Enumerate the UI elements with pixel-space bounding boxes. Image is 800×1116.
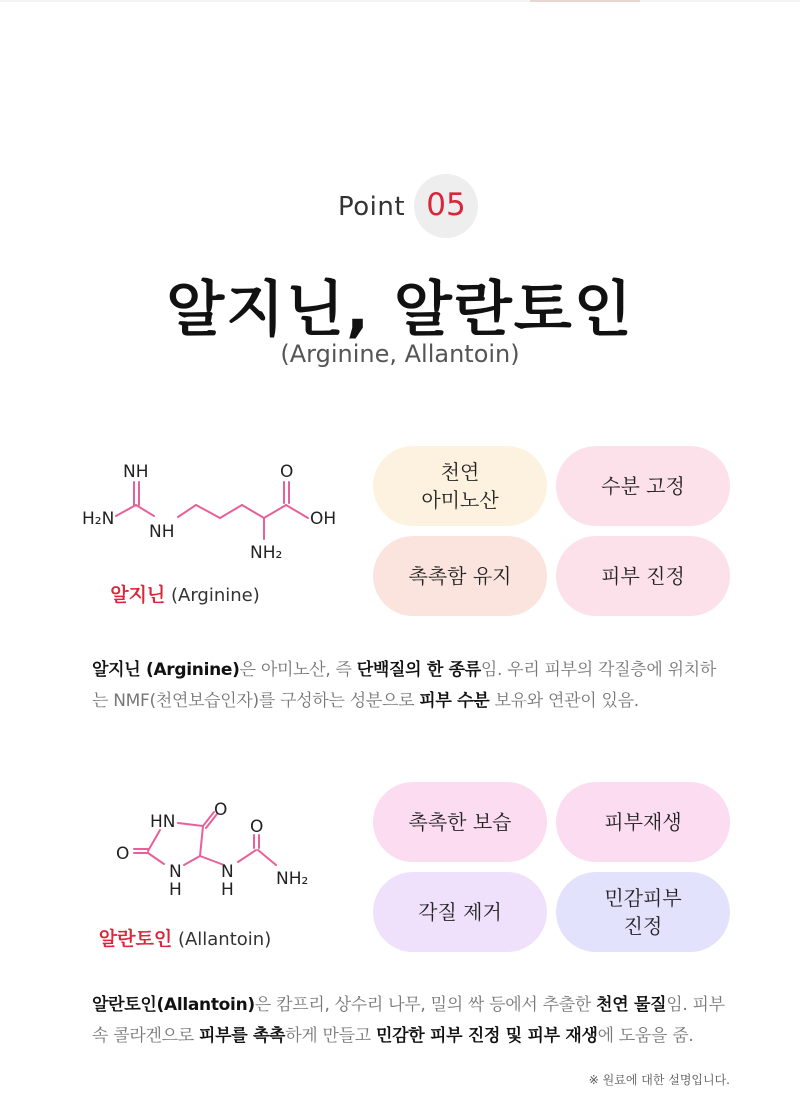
allantoin-desc-text-4: 에 도움을 줌. bbox=[597, 1026, 694, 1046]
allantoin-atom-o-top: O bbox=[214, 800, 228, 820]
allantoin-description bbox=[92, 990, 732, 1052]
top-divider bbox=[0, 0, 800, 2]
allantoin-atom-n-link: N bbox=[221, 862, 234, 882]
arginine-desc-text-2: 임. 우리 피부의 각질층에 위치하는 NMF(천연보습인자)를 구성하는 성분으로 bbox=[92, 660, 716, 711]
allantoin-atom-h-link: H bbox=[221, 880, 234, 900]
top-divider-accent bbox=[530, 0, 640, 2]
point-number: 05 bbox=[426, 187, 466, 223]
allantoin-caption bbox=[0, 924, 370, 951]
arginine-atom-nh2: NH₂ bbox=[250, 543, 283, 563]
ingredient-note: ※ 원료에 대한 설명입니다. bbox=[588, 1073, 730, 1087]
arginine-desc-highlight-2: 피부 수분 bbox=[419, 691, 490, 711]
arginine-benefit-soothing: 피부 진정 bbox=[556, 536, 730, 616]
arginine-atom-oh: OH bbox=[310, 509, 337, 529]
allantoin-desc-highlight-1: 천연 물질 bbox=[596, 995, 667, 1015]
allantoin-desc-term: 알란토인(Allantoin) bbox=[92, 995, 255, 1015]
arginine-caption-ko: 알지닌 bbox=[110, 584, 166, 606]
page-subtitle: (Arginine, Allantoin) bbox=[280, 340, 520, 368]
arginine-desc-highlight-1: 단백질의 한 종류 bbox=[356, 660, 481, 680]
arginine-description bbox=[92, 655, 732, 717]
arginine-benefit-natural-amino-acid: 천연 아미노산 bbox=[373, 446, 547, 526]
allantoin-benefit-sensitive-soothing: 민감피부 진정 bbox=[556, 872, 730, 952]
arginine-atom-h2n: H₂N bbox=[82, 509, 115, 529]
allantoin-structure bbox=[100, 795, 330, 905]
arginine-desc-term: 알지닌 (Arginine) bbox=[92, 660, 240, 680]
allantoin-benefit-moisturizing: 촉촉한 보습 bbox=[373, 782, 547, 862]
allantoin-desc-highlight-2: 피부를 촉촉 bbox=[198, 1026, 286, 1046]
allantoin-atom-hn: HN bbox=[150, 812, 176, 832]
arginine-desc-text-3: 보유와 연관이 있음. bbox=[489, 691, 639, 711]
allantoin-benefit-regeneration: 피부재생 bbox=[556, 782, 730, 862]
allantoin-caption-en: (Allantoin) bbox=[177, 929, 272, 950]
arginine-benefit-moisture-fix: 수분 고정 bbox=[556, 446, 730, 526]
allantoin-atom-n-ring: N bbox=[169, 862, 182, 882]
arginine-benefit-keep-moist: 촉촉함 유지 bbox=[373, 536, 547, 616]
allantoin-caption-ko: 알란토인 bbox=[98, 928, 173, 950]
arginine-atom-nh: NH bbox=[149, 522, 175, 542]
allantoin-atom-o-amide: O bbox=[250, 817, 264, 837]
allantoin-benefit-exfoliation: 각질 제거 bbox=[373, 872, 547, 952]
arginine-desc-text-1: 은 아미노산, 즉 bbox=[239, 660, 357, 680]
arginine-atom-o: O bbox=[280, 462, 294, 482]
allantoin-atom-nh2: NH₂ bbox=[276, 869, 309, 889]
point-header bbox=[0, 174, 800, 238]
allantoin-atom-o-left: O bbox=[116, 844, 130, 864]
arginine-atom-nh-imine: NH bbox=[123, 462, 149, 482]
arginine-structure bbox=[70, 455, 370, 575]
allantoin-desc-text-2: 임. 피부 속 콜라겐으로 bbox=[92, 995, 725, 1046]
allantoin-atom-h-ring: H bbox=[169, 880, 182, 900]
point-number-badge bbox=[414, 174, 478, 238]
allantoin-desc-text-1: 은 캄프리, 상수리 나무, 밀의 싹 등에서 추출한 bbox=[254, 995, 597, 1015]
point-label: Point bbox=[338, 192, 406, 222]
arginine-caption bbox=[0, 580, 370, 607]
page-title: 알지닌, 알란토인 bbox=[166, 275, 634, 345]
allantoin-desc-highlight-3: 민감한 피부 진정 및 피부 재생 bbox=[376, 1026, 598, 1046]
arginine-caption-en: (Arginine) bbox=[171, 585, 260, 606]
allantoin-desc-text-3: 하게 만들고 bbox=[285, 1026, 377, 1046]
